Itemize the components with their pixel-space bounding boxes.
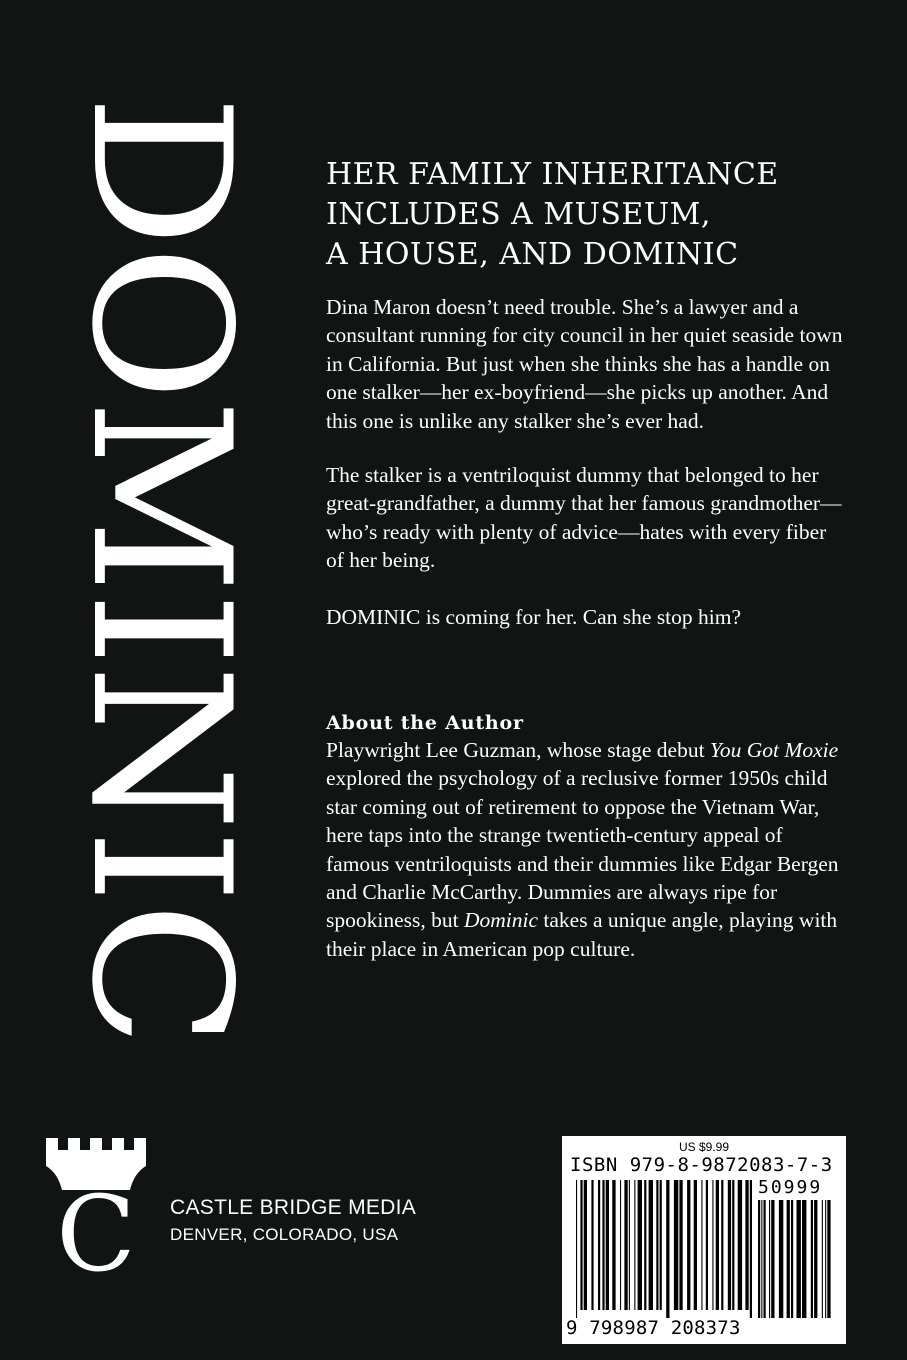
- barcode-bar: [629, 1180, 630, 1310]
- barcode-bar: [712, 1180, 713, 1310]
- barcode-bar: [644, 1180, 646, 1310]
- barcode-bar: [602, 1180, 604, 1310]
- barcode-bar: [728, 1180, 731, 1310]
- castle-logo-icon: [44, 1138, 154, 1295]
- blurb-paragraph-1: Dina Maron doesn’t need trouble. She’s a lawyer and a consultant running for city council in her quiet seaside town in California. But just when she thinks she has a handle on one stalker—her ex-boyfriend—she picks up another. And this one is unlike any stalker she’s ever had.: [326, 295, 843, 433]
- barcode-bar: [761, 1200, 762, 1318]
- barcode-bar: [687, 1180, 690, 1310]
- about-author-heading: About the Author: [326, 712, 524, 734]
- barcode-bar: [791, 1200, 793, 1318]
- barcode-bar: [679, 1180, 682, 1310]
- publisher-name: CASTLE BRIDGE MEDIA: [170, 1196, 417, 1219]
- barcode-bar: [827, 1200, 830, 1318]
- barcode-bar: [822, 1200, 823, 1318]
- barcode-bar: [745, 1180, 748, 1310]
- barcode-bar: [802, 1200, 806, 1318]
- barcode-bar: [701, 1180, 702, 1310]
- barcode-bar: [649, 1180, 653, 1310]
- price-label: US $9.99: [678, 1140, 730, 1154]
- barcode-bar: [620, 1180, 621, 1310]
- headline-line-3: A HOUSE, AND DOMINIC: [326, 237, 739, 272]
- barcode-bar: [825, 1200, 826, 1318]
- barcode-bar: [732, 1180, 734, 1310]
- barcode-bar: [811, 1200, 813, 1318]
- isbn-label: ISBN 979-8-9872083-7-3: [570, 1154, 833, 1176]
- barcode-bar: [606, 1180, 609, 1310]
- barcode-addon: [758, 1200, 834, 1322]
- barcode-bar: [814, 1200, 817, 1318]
- barcode-bar: [787, 1200, 790, 1318]
- headline-line-2: INCLUDES A MUSEUM,: [326, 197, 711, 232]
- publisher-location: DENVER, COLORADO, USA: [170, 1225, 399, 1244]
- about-text-part-1: Playwright Lee Guzman, whose stage debut: [326, 738, 710, 762]
- book-blurb: [326, 293, 846, 657]
- barcode-bar: [674, 1180, 678, 1310]
- headline-line-1: HER FAMILY INHERITANCE: [326, 157, 779, 192]
- barcode-bar: [764, 1200, 766, 1318]
- barcode-bar: [660, 1180, 662, 1310]
- barcode-bar: [797, 1200, 801, 1318]
- barcode-bar: [758, 1200, 760, 1318]
- blurb-paragraph-3: DOMINIC is coming for her. Can she stop him?: [326, 604, 742, 629]
- barcode-bar: [666, 1180, 669, 1318]
- barcode-bar: [779, 1200, 783, 1318]
- spine-title: [50, 94, 271, 1046]
- about-text-part-3: takes a unique angle, playing with their place in American pop culture.: [326, 908, 838, 961]
- barcode-bar: [638, 1180, 642, 1310]
- play-title: You Got Moxie: [709, 738, 839, 762]
- barcode-bar: [598, 1180, 600, 1310]
- about-author-text: [326, 736, 846, 963]
- addon-digits: 50999: [758, 1177, 823, 1198]
- barcode-bar: [706, 1180, 708, 1310]
- barcode-bar: [612, 1180, 615, 1310]
- barcode-bar: [580, 1180, 582, 1310]
- spine-title-text: DOMINIC: [50, 94, 271, 1046]
- barcode-bar: [716, 1180, 719, 1310]
- barcode-bar: [576, 1180, 577, 1318]
- barcode-bar: [721, 1180, 723, 1310]
- barcode-bar: [584, 1180, 587, 1310]
- barcode-box: [562, 1136, 846, 1344]
- barcode-bar: [769, 1200, 770, 1318]
- ean-digits: 9 798987 208373: [566, 1317, 741, 1339]
- barcode-bar: [656, 1180, 658, 1310]
- book-title: Dominic: [463, 908, 539, 933]
- barcode-bar: [591, 1180, 593, 1310]
- blurb-paragraph-2: The stalker is a ventriloquist dummy that belonged to her great-grandfather, a dummy that her famous grandmother—who’s ready with plenty of advice—hates with every fiber of her being.: [326, 463, 842, 573]
- barcode-bar: [750, 1180, 752, 1318]
- barcode-main: [576, 1180, 754, 1322]
- barcode-bar: [738, 1180, 742, 1310]
- headline: [326, 155, 846, 275]
- barcode-bar: [634, 1180, 635, 1310]
- logo-letter: C: [56, 1173, 136, 1295]
- about-text-part-2: explored the psychology of a reclusive former 1950s child star coming out of retirement to oppose the Vietnam War, here taps into the strange twentieth-century appeal of famous ventriloquists and their dummies like Edgar Bergen and Charlie McCarthy. Dummies are always ripe for spookiness, but: [326, 766, 839, 933]
- barcode-bar: [771, 1200, 774, 1318]
- barcode-bar: [624, 1180, 627, 1310]
- barcode-bar: [694, 1180, 697, 1310]
